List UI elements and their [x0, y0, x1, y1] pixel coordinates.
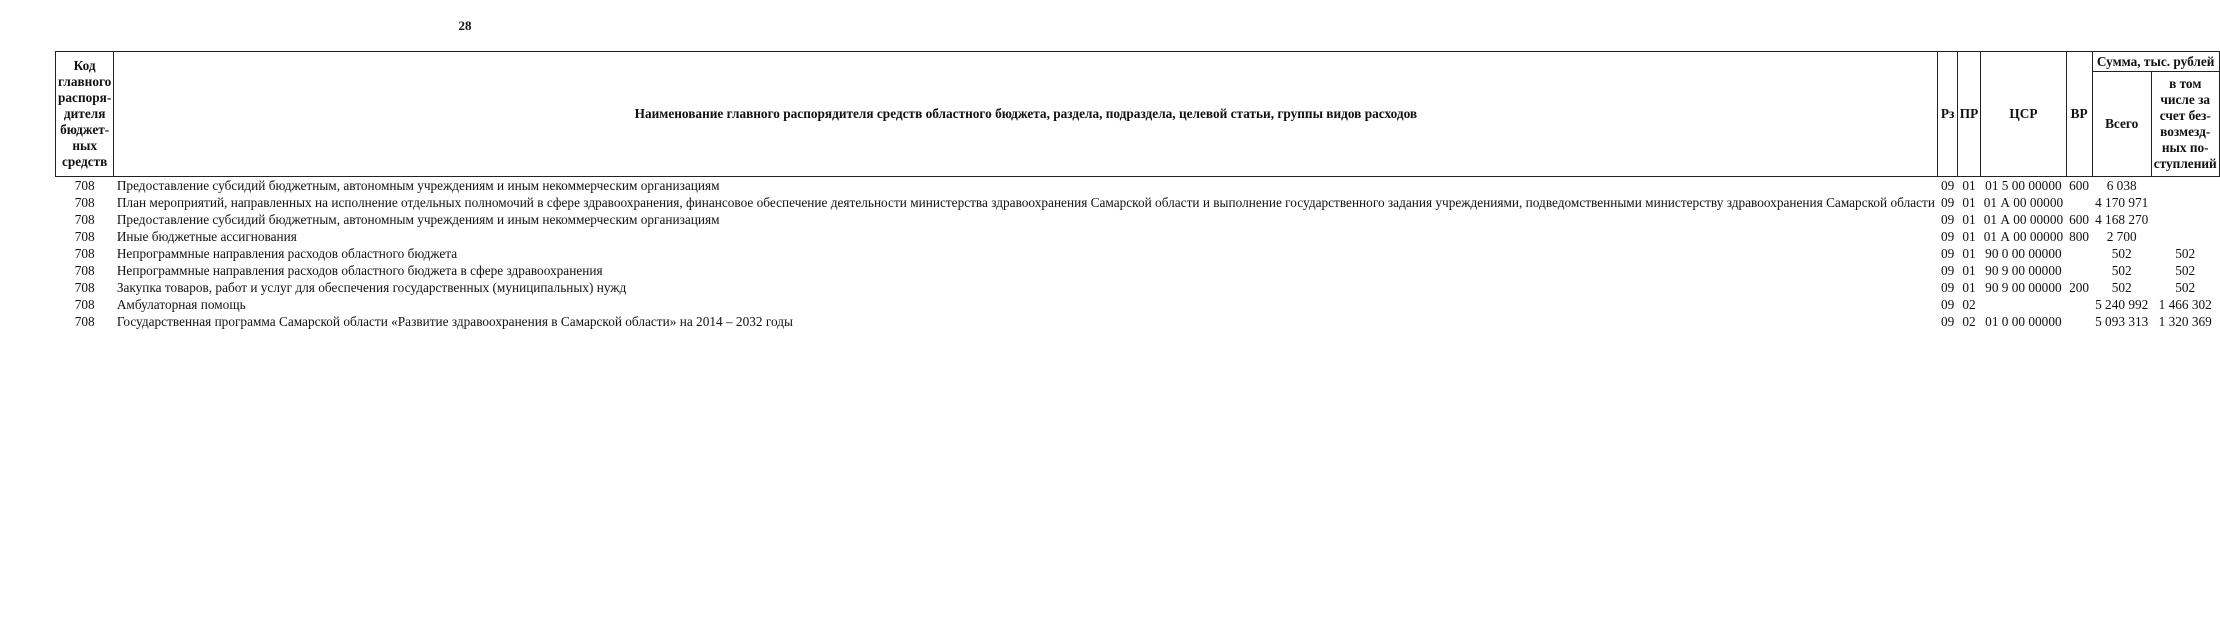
- cell-code: 708: [74, 195, 95, 210]
- cell-total: 4 170 971: [2095, 195, 2149, 210]
- cell-pr: 01: [1962, 263, 1976, 278]
- cell-total: 6 038: [2106, 178, 2137, 193]
- table-row: [56, 245, 2220, 262]
- cell-free: 1 320 369: [2158, 314, 2212, 329]
- cell-vr: [2066, 313, 2092, 330]
- cell-free: 502: [2175, 246, 2196, 261]
- header-vr: ВР: [2066, 52, 2092, 177]
- cell-pr: 01: [1962, 212, 1976, 227]
- cell-csr: 01 А 00 00000: [1983, 229, 2064, 244]
- cell-free: [2151, 211, 2219, 228]
- cell-pr: 01: [1962, 280, 1976, 295]
- cell-csr: 90 9 00 00000: [1985, 280, 2062, 295]
- table-body: [56, 177, 2220, 331]
- table-row: [56, 177, 2220, 195]
- cell-csr: 01 А 00 00000: [1983, 195, 2064, 210]
- header-code: Код главного распоря-дителя бюджет-ных средств: [56, 52, 114, 177]
- cell-total: 5 240 992: [2095, 297, 2149, 312]
- cell-rz: 09: [1940, 212, 1955, 227]
- table-row: [56, 262, 2220, 279]
- header-csr: ЦСР: [1981, 52, 2066, 177]
- cell-name: Иные бюджетные ассигнования: [116, 229, 297, 244]
- cell-free: [2151, 177, 2219, 195]
- cell-name: Закупка товаров, работ и услуг для обеспечения государственных (муниципальных) нужд: [116, 280, 627, 295]
- header-rz: Рз: [1938, 52, 1957, 177]
- cell-vr: 600: [2069, 178, 2090, 193]
- cell-free: 502: [2175, 280, 2196, 295]
- cell-vr: 800: [2069, 229, 2090, 244]
- cell-total: 2 700: [2106, 229, 2137, 244]
- table-header: [56, 52, 2220, 177]
- table-row: [56, 279, 2220, 296]
- table-row: [56, 228, 2220, 245]
- cell-csr: 01 А 00 00000: [1983, 212, 2064, 227]
- cell-free: 1 466 302: [2158, 297, 2212, 312]
- cell-name: Предоставление субсидий бюджетным, автономным учреждениям и иным некоммерческим организациям: [116, 212, 720, 227]
- cell-csr: 90 9 00 00000: [1985, 263, 2062, 278]
- cell-rz: 09: [1940, 195, 1955, 210]
- header-total: Всего: [2092, 72, 2151, 177]
- cell-free: [2151, 194, 2219, 211]
- cell-pr: 02: [1962, 297, 1976, 312]
- cell-name: Государственная программа Самарской области «Развитие здравоохранения в Самарской области» на 2014 – 2032 годы: [116, 314, 793, 329]
- table-row: [56, 296, 2220, 313]
- cell-code: 708: [74, 178, 95, 193]
- cell-csr: 90 0 00 00000: [1985, 246, 2062, 261]
- cell-code: 708: [74, 263, 95, 278]
- header-sum: Сумма, тыс. рублей: [2092, 52, 2219, 72]
- cell-vr: [2066, 262, 2092, 279]
- cell-pr: 01: [1962, 195, 1976, 210]
- cell-code: 708: [74, 280, 95, 295]
- cell-vr: [2066, 296, 2092, 313]
- cell-csr: 01 5 00 00000: [1985, 178, 2062, 193]
- cell-total: 502: [2111, 280, 2132, 295]
- cell-total: 4 168 270: [2095, 212, 2149, 227]
- cell-vr: 200: [2069, 280, 2090, 295]
- cell-pr: 01: [1962, 178, 1976, 193]
- cell-rz: 09: [1940, 229, 1955, 244]
- cell-total: 502: [2111, 246, 2132, 261]
- cell-rz: 09: [1940, 178, 1955, 193]
- table-row: [56, 313, 2220, 330]
- cell-rz: 09: [1940, 297, 1955, 312]
- cell-rz: 09: [1940, 263, 1955, 278]
- cell-name: Непрограммные направления расходов областного бюджета: [116, 246, 458, 261]
- cell-vr: [2066, 245, 2092, 262]
- header-pr: ПР: [1957, 52, 1980, 177]
- cell-rz: 09: [1940, 314, 1955, 329]
- header-name: Наименование главного распорядителя средств областного бюджета, раздела, подраздела, целевой статьи, группы видов расходов: [114, 52, 1938, 177]
- cell-total: 5 093 313: [2095, 314, 2149, 329]
- cell-rz: 09: [1940, 246, 1955, 261]
- cell-name: Непрограммные направления расходов областного бюджета в сфере здравоохранения: [116, 263, 603, 278]
- cell-code: 708: [74, 229, 95, 244]
- cell-name: План мероприятий, направленных на исполнение отдельных полномочий в сфере здравоохранения, финансовое обеспечение деятельности министерства здравоохранения Самарской области и выполнение государственного задания учреждениями, подведомственными министерству здравоохранения Самарской области: [116, 195, 1935, 210]
- cell-code: 708: [74, 212, 95, 227]
- cell-code: 708: [74, 246, 95, 261]
- cell-pr: 01: [1962, 229, 1976, 244]
- cell-free: [2151, 228, 2219, 245]
- cell-name: Амбулаторная помощь: [116, 297, 246, 312]
- cell-total: 502: [2111, 263, 2132, 278]
- cell-code: 708: [74, 297, 95, 312]
- cell-vr: [2066, 194, 2092, 211]
- header-free: в том числе за счет без-возмезд-ных по-ступлений: [2151, 72, 2219, 177]
- cell-pr: 02: [1962, 314, 1976, 329]
- cell-rz: 09: [1940, 280, 1955, 295]
- cell-csr: 01 0 00 00000: [1985, 314, 2062, 329]
- cell-pr: 01: [1962, 246, 1976, 261]
- cell-name: Предоставление субсидий бюджетным, автономным учреждениям и иным некоммерческим организациям: [116, 178, 720, 193]
- table-row: [56, 194, 2220, 211]
- cell-vr: 600: [2069, 212, 2090, 227]
- table-row: [56, 211, 2220, 228]
- cell-csr: [1981, 296, 2066, 313]
- cell-code: 708: [74, 314, 95, 329]
- page-number: 28: [458, 18, 472, 33]
- budget-table: [55, 51, 2220, 330]
- cell-free: 502: [2175, 263, 2196, 278]
